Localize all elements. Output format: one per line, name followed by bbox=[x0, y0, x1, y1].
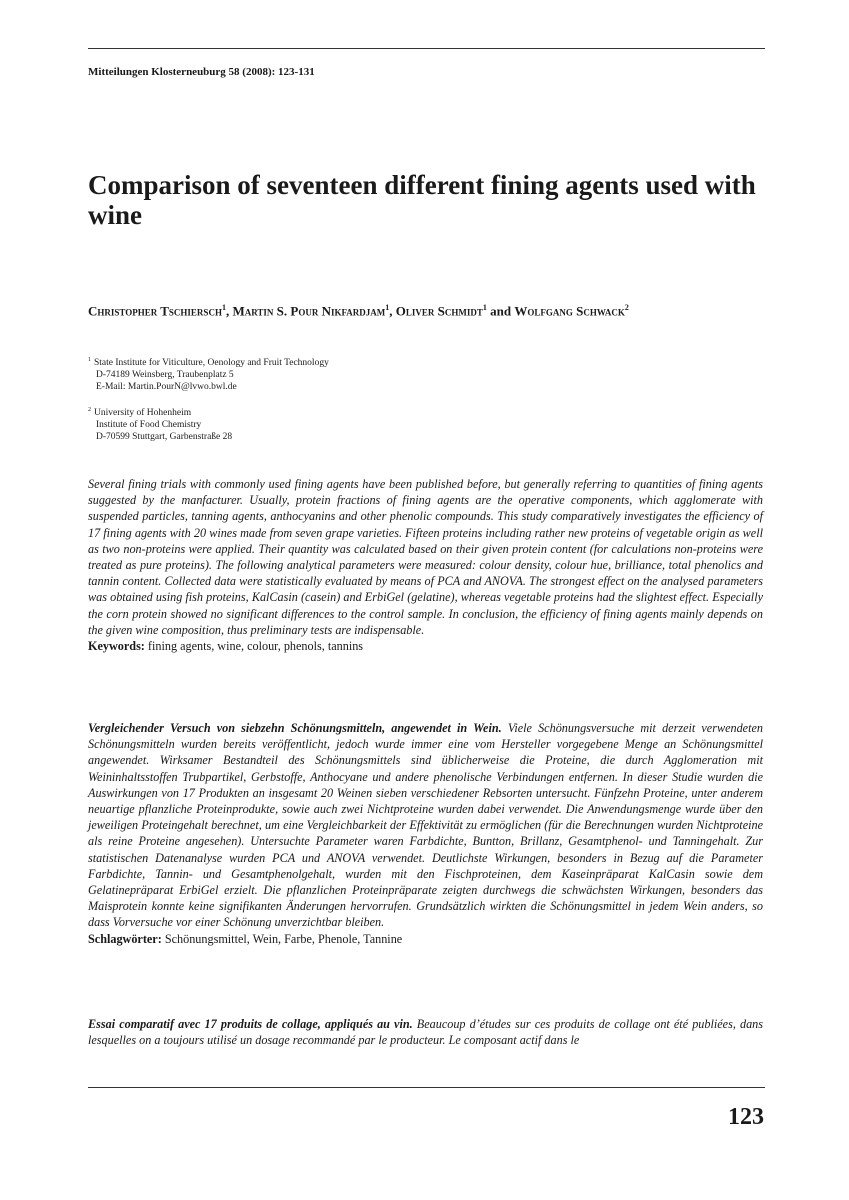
affiliation-line: D-74189 Weinsberg, Traubenplatz 5 bbox=[96, 370, 234, 381]
affiliation-mark: 1 bbox=[385, 303, 390, 312]
abstract-french bbox=[88, 1016, 763, 1048]
affiliation-mark: 2 bbox=[624, 303, 629, 312]
affiliation-line: D-70599 Stuttgart, Garbenstraße 28 bbox=[96, 432, 233, 443]
author-separator: , bbox=[389, 303, 396, 319]
affiliation-text: State Institute for Viticulture, Oenology and Fruit Technology bbox=[94, 358, 329, 369]
keywords-label: Keywords: bbox=[88, 639, 145, 654]
author-name: Wolfgang Schwack bbox=[514, 303, 625, 319]
affiliation-line: Institute of Food Chemistry bbox=[96, 420, 202, 431]
author-conjunction: and bbox=[486, 303, 515, 319]
paper-title: Comparison of seventeen different fining agents used with wine bbox=[88, 170, 756, 230]
affiliation-1 bbox=[88, 354, 508, 393]
keywords-text: Schönungsmittel, Wein, Farbe, Phenole, Tannine bbox=[161, 931, 403, 946]
affiliation-email: E-Mail: Martin.PourN@lvwo.bwl.de bbox=[96, 382, 237, 393]
journal-citation: Mitteilungen Klosterneuburg 58 (2008): 123-131 bbox=[88, 66, 315, 78]
header-rule bbox=[88, 48, 765, 49]
affiliation-text: University of Hohenheim bbox=[94, 408, 192, 419]
affiliation-2 bbox=[88, 404, 508, 443]
keywords-line bbox=[88, 931, 763, 947]
abstract-lead: Vergleichender Versuch von siebzehn Schönungsmitteln, angewendet in Wein. bbox=[88, 721, 502, 735]
abstract-lead: Essai comparatif avec 17 produits de collage, appliqués au vin. bbox=[88, 1017, 413, 1031]
abstract-text: Viele Schönungsversuche mit derzeit verwendeten Schönungsmitteln wurden bereits veröffentlicht, jedoch wurde immer eine vom Hersteller vorgegebene Menge an Schönungsmittel angewendet. Wirksamer Bestandteil des Schönungsmittels sind üblicherweise die Proteine, die durch Agglomeration mit Weininhaltsstoffen Trubpartikel, Gerbstoffe, Anthocyane und andere phenolische Verbindungen entfernen. In dieser Studie wurden die Auswirkungen von 17 Produkten an insgesamt 20 Weinen sieben verschiedener Rebsorten untersucht. Fünfzehn Proteine, unter anderem neuartige pflanzliche Proteinprodukte, sowie auch zwei Nichtproteine wurden dabei verwendet. Die Anwendungsmenge wurde über den jeweiligen Proteingehalt berechnet, um eine Vergleichbarkeit der Effektivität zu ermöglichen (für die Berechnungen wurden Nichtproteine als reine Proteine angesehen). Untersuchte Parameter waren Farbdichte, Buntton, Brillanz, Gesamtphenol- und Tanningehalt. Zur statistischen Datenanalyse wurden PCA und ANOVA verwendet. Deutlichste Wirkungen, besonders in Bezug auf die Parameter Farbdichte, Tannin- und Gesamtphenolgehalt, wurden mit den Fischproteinen, dem Kaseinpräparat KalCasin sowie dem Gelatinepräparat ErbiGel erzielt. Die pflanzlichen Proteinpräparate zeigten durchwegs die schwächsten Wirkungen, besonders das Maisprotein konnte keine signifikanten Änderungen hervorrufen. Grundsätzlich wirkten die Schönungsmittel in jedem Wein anders, so dass Vorversuche vor einer Schönung unverzichtbar bleiben. bbox=[88, 721, 763, 930]
keywords-text: fining agents, wine, colour, phenols, tannins bbox=[144, 639, 364, 654]
author-name: Christopher Tschiersch bbox=[88, 303, 222, 319]
affiliation-mark: 1 bbox=[482, 303, 487, 312]
affiliation-number: 2 bbox=[88, 407, 91, 413]
author-list bbox=[88, 298, 768, 320]
affiliation-line bbox=[88, 354, 508, 369]
page-number: 123 bbox=[728, 1104, 764, 1130]
abstract-german bbox=[88, 720, 763, 947]
abstract-text: Beaucoup d’études sur ces produits de collage ont été publiées, dans lesquelles on a toujours utilisé un dosage recommandé par le producteur. Le composant actif dans le bbox=[88, 1017, 763, 1048]
footer-rule bbox=[88, 1087, 765, 1088]
author-separator: , bbox=[225, 303, 233, 319]
author-name: Oliver Schmidt bbox=[395, 303, 483, 319]
affiliation-line bbox=[88, 404, 508, 419]
author-name: Martin S. Pour Nikfardjam bbox=[232, 303, 386, 319]
abstract-text: Several fining trials with commonly used fining agents have been published before, but generally referring to quantities of fining agents suggested by the manfacturer. Usually, protein fractions of fining agents are the operative components, which agglomerate with suspended particles, tanning agents, anthocyanins and other phenolic compounds. This study comparatively investigates the efficiency of 17 fining agents with 20 wines made from seven grape varieties. Fifteen proteins including rather new proteins of vegetable origin as well as two non-proteins were applied. Their quantity was calculated based on their given protein content (for calculations non-proteins were treated as pure proteins). The following analytical parameters were measured: colour density, colour hue, brilliance, total phenolics and tannin content. Collected data were statistically evaluated by means of PCA and ANOVA. The strongest effect on the analysed parameters was obtained using fish proteins, KalCasin (casein) and ErbiGel (gelatine), whereas vegetable proteins had the slightest effect. Especially the corn protein showed no significant differences to the control sample. In conclusion, the efficiency of fining agents mainly depends on the given wine composition, thus preliminary tests are indispensable. bbox=[88, 477, 763, 637]
affiliation-mark: 1 bbox=[221, 303, 226, 312]
keywords-label: Schlagwörter: bbox=[88, 931, 162, 946]
keywords-line bbox=[88, 638, 763, 654]
affiliation-number: 1 bbox=[88, 357, 91, 363]
abstract-english bbox=[88, 476, 763, 654]
